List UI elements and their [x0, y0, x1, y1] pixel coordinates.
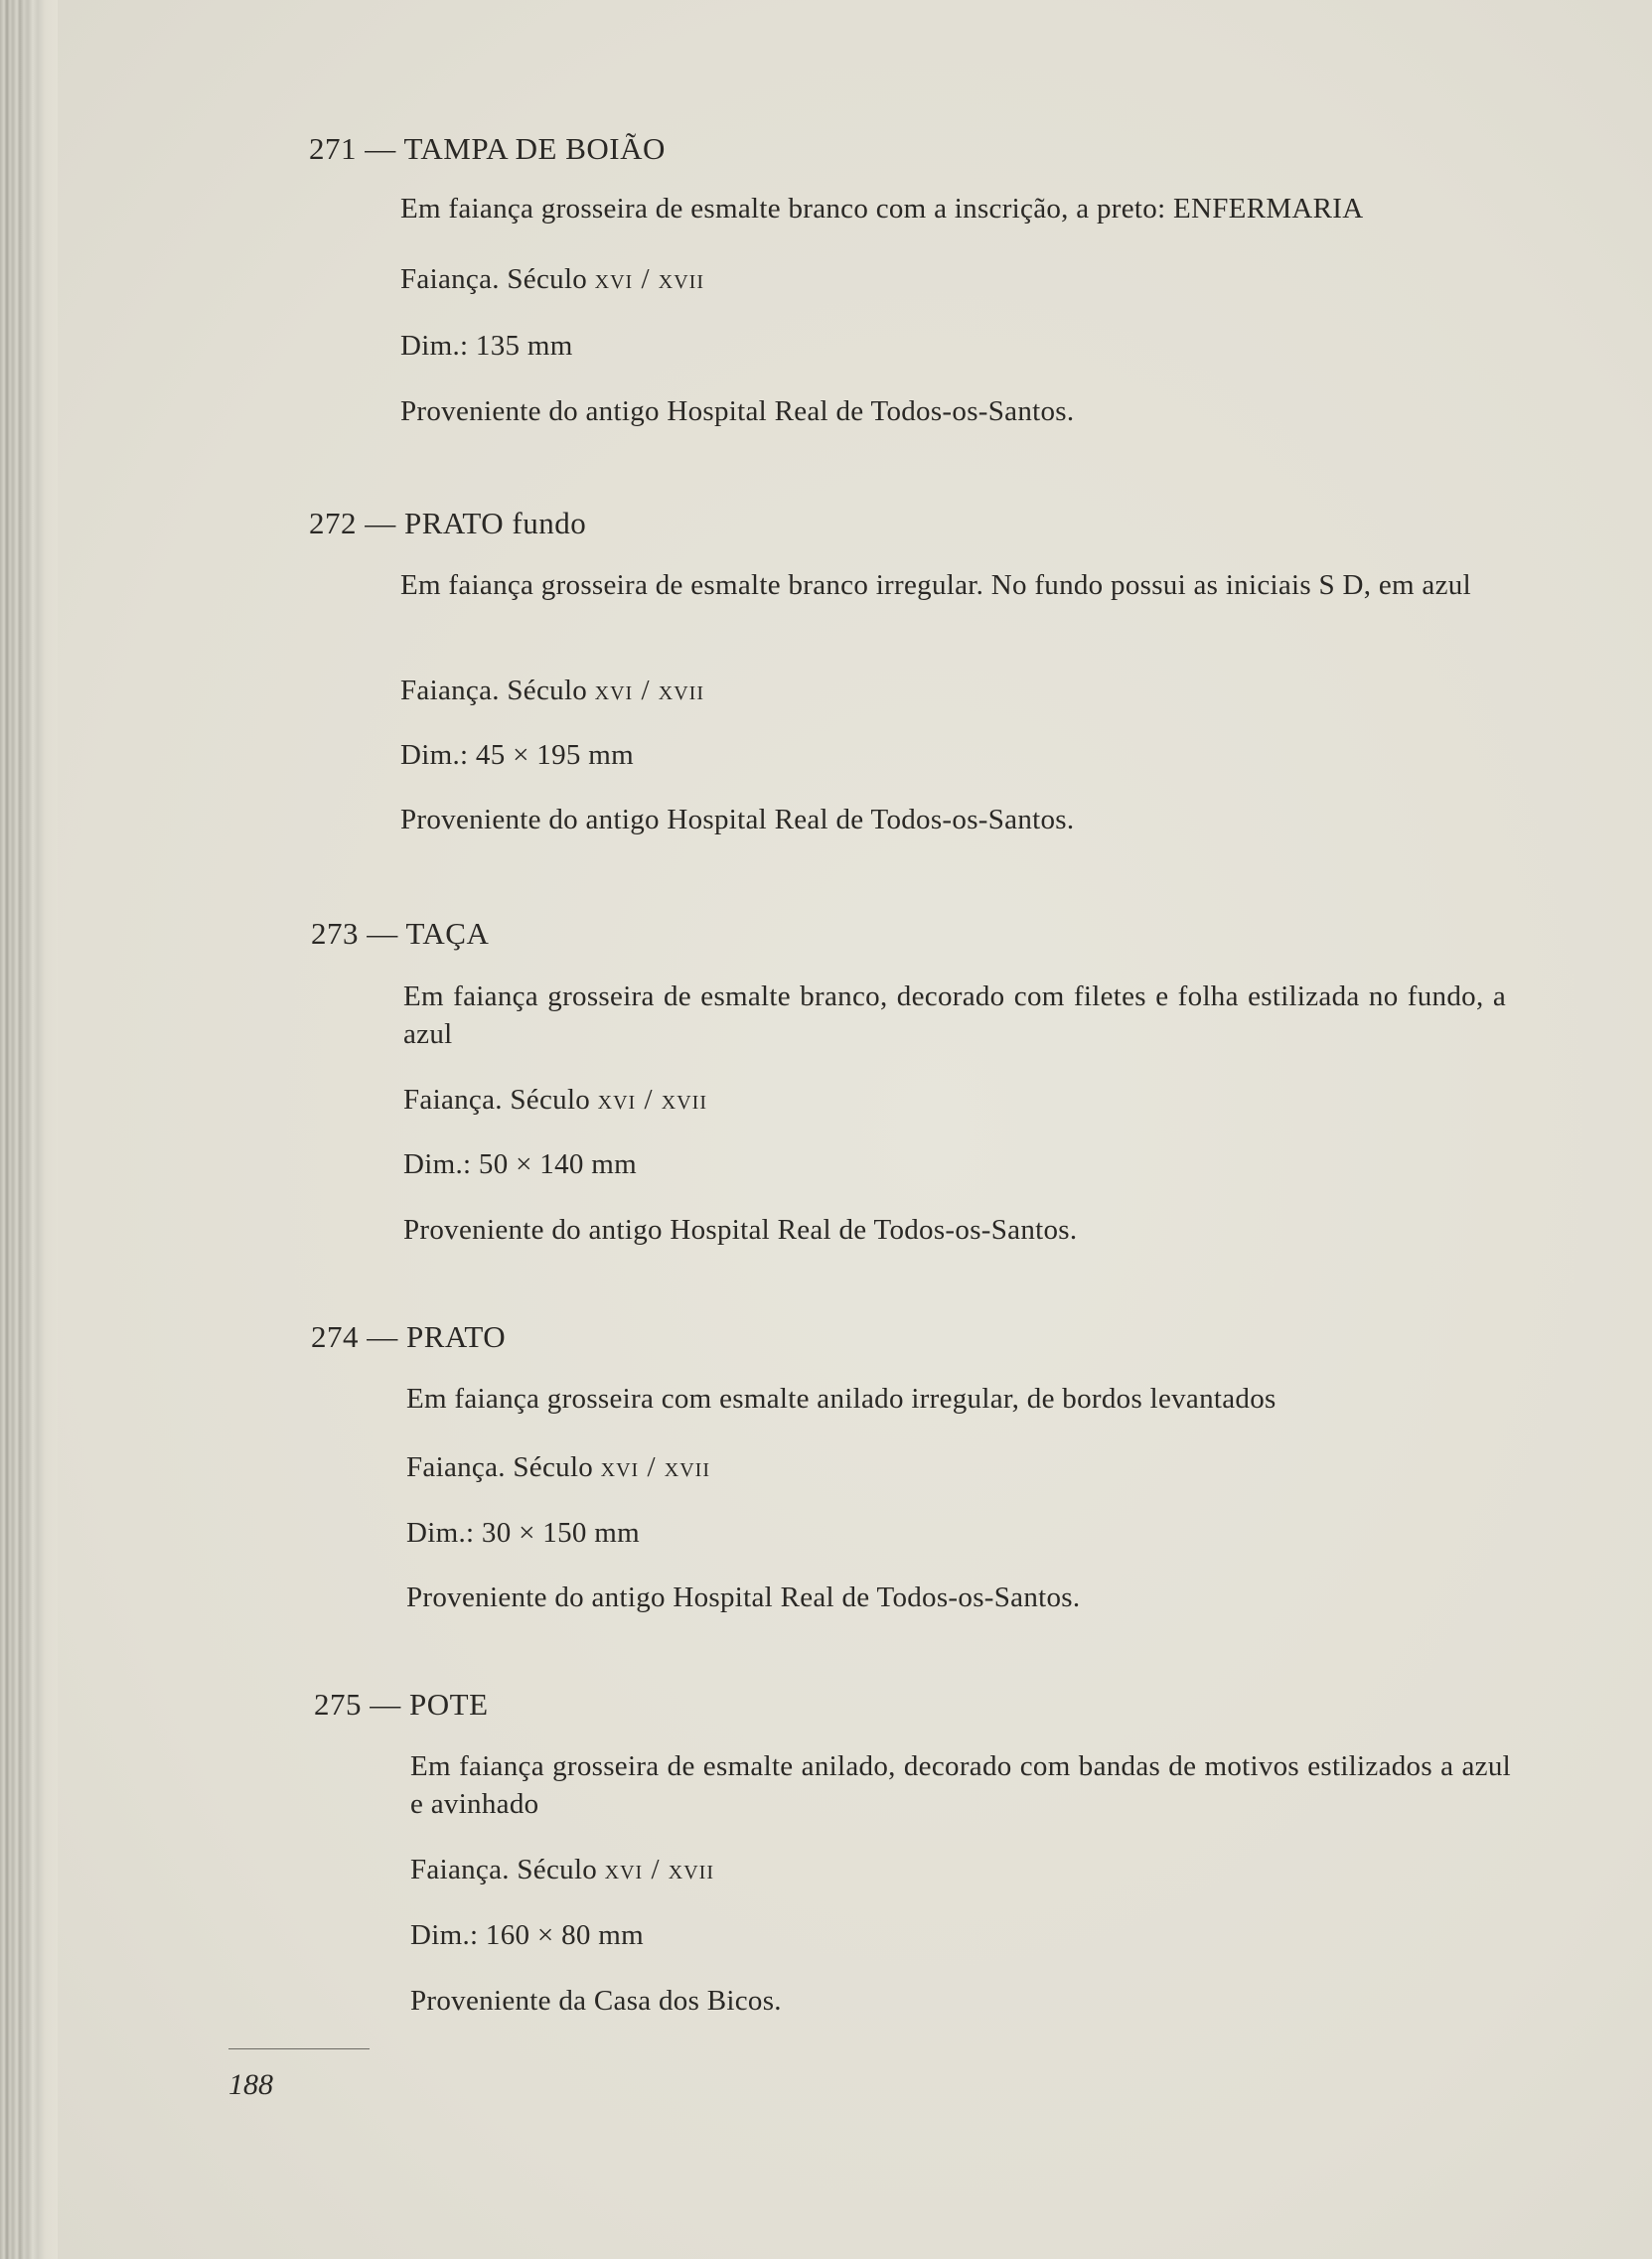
catalog-page — [58, 0, 1652, 2259]
entry-heading: 274 — PRATO — [311, 1319, 507, 1354]
book-binding-edge — [0, 0, 58, 2259]
entry-heading: 273 — TAÇA — [311, 916, 490, 951]
page-number: 188 — [228, 2068, 273, 2101]
entry-dimensions: Dim.: 160 × 80 mm — [410, 1919, 644, 1951]
material-label: Faiança. Século — [403, 1084, 591, 1116]
entry-provenance: Proveniente do antigo Hospital Real de Todos-os-Santos. — [406, 1581, 1081, 1613]
century-label: xvi / xvii — [600, 1451, 710, 1483]
material-label: Faiança. Século — [406, 1451, 594, 1483]
entry-description: Em faiança grosseira de esmalte anilado, decorado com bandas de motivos estilizados a azul e avinhado — [410, 1750, 1511, 1820]
entry-description: Em faiança grosseira de esmalte branco, decorado com filetes e folha estilizada no fundo, a azul — [403, 980, 1506, 1050]
entry-dimensions: Dim.: 45 × 195 mm — [400, 739, 634, 771]
entry-heading: 271 — TAMPA DE BOIÃO — [309, 131, 666, 166]
entry-provenance: Proveniente da Casa dos Bicos. — [410, 1985, 782, 2017]
entry-description: Em faiança grosseira de esmalte branco com a inscrição, a preto: ENFERMARIA — [400, 193, 1364, 225]
entry-provenance: Proveniente do antigo Hospital Real de Todos-os-Santos. — [403, 1214, 1078, 1246]
entry-dimensions: Dim.: 135 mm — [400, 330, 573, 362]
entry-description: Em faiança grosseira de esmalte branco irregular. No fundo possui as iniciais S D, em azul — [400, 569, 1471, 601]
entry-material — [400, 260, 704, 298]
century-label: xvi / xvii — [594, 263, 704, 295]
entry-dimensions: Dim.: 30 × 150 mm — [406, 1517, 640, 1549]
entry-provenance: Proveniente do antigo Hospital Real de Todos-os-Santos. — [400, 804, 1075, 835]
century-label: xvi / xvii — [594, 675, 704, 706]
entry-dimensions: Dim.: 50 × 140 mm — [403, 1148, 637, 1180]
entry-material — [403, 1081, 707, 1119]
entry-heading: 272 — PRATO fundo — [309, 506, 587, 540]
material-label: Faiança. Século — [400, 263, 588, 295]
century-label: xvi / xvii — [597, 1084, 707, 1116]
entry-heading: 275 — POTE — [314, 1687, 489, 1722]
footer-rule — [228, 2048, 370, 2049]
entry-material — [406, 1448, 710, 1486]
entry-material — [410, 1851, 714, 1888]
material-label: Faiança. Século — [410, 1854, 598, 1885]
entry-provenance: Proveniente do antigo Hospital Real de Todos-os-Santos. — [400, 395, 1075, 427]
material-label: Faiança. Século — [400, 675, 588, 706]
entry-description: Em faiança grosseira com esmalte anilado irregular, de bordos levantados — [406, 1383, 1277, 1415]
century-label: xvi / xvii — [604, 1854, 714, 1885]
entry-material — [400, 672, 704, 709]
